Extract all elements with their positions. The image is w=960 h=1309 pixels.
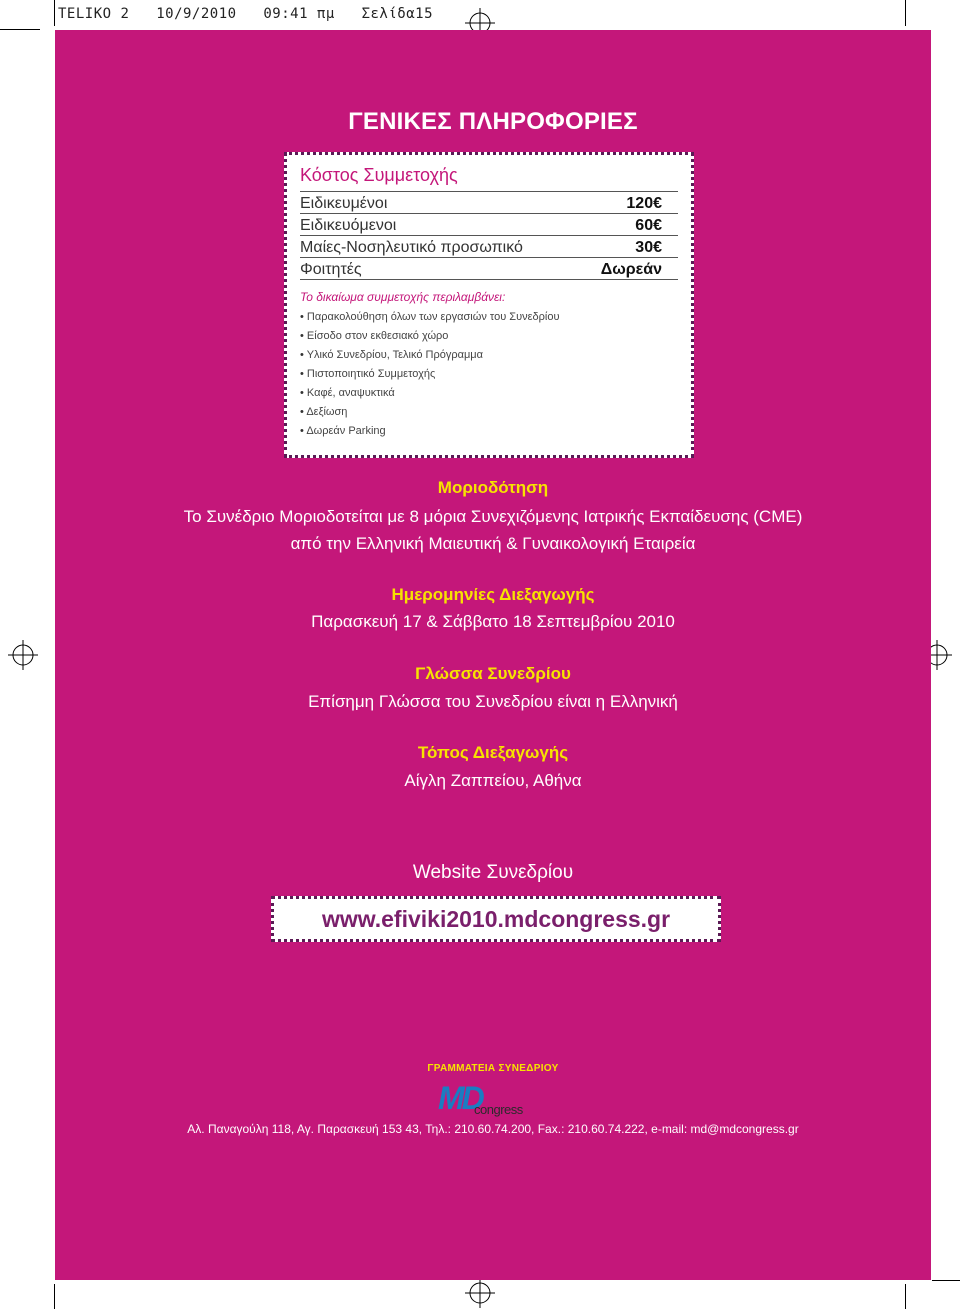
list-item: • Υλικό Συνεδρίου, Τελικό Πρόγραμμα (300, 346, 678, 365)
website-url-link[interactable]: www.efiviki2010.mdcongress.gr (271, 896, 721, 942)
fee-label: Μαίες-Νοσηλευτικό προσωπικό (300, 239, 523, 256)
participation-fee-box (284, 152, 694, 458)
fee-row (300, 214, 678, 236)
accreditation-heading: Μοριοδότηση (437, 478, 549, 497)
list-item: • Δεξίωση (300, 403, 678, 422)
dates-heading: Ημερομηνίες Διεξαγωγής (391, 585, 595, 604)
magenta-page (55, 30, 931, 1280)
crop-mark-bottom-left-vertical (54, 1284, 55, 1309)
fee-label: Ειδικευόμενοι (300, 217, 397, 234)
mdcongress-logo (438, 1080, 538, 1120)
page-title: ΓΕΝΙΚΕΣ ΠΛΗΡΟΦΟΡΙΕΣ (348, 108, 638, 135)
fee-heading: Κόστος Συμμετοχής (300, 165, 678, 192)
venue-text: Αίγλη Ζαππείου, Αθήνα (404, 771, 582, 790)
dates-text: Παρασκευή 17 & Σάββατο 18 Σεπτεμβρίου 2010 (311, 612, 675, 631)
includes-list (300, 308, 678, 441)
registration-mark-bottom-icon (465, 1278, 495, 1308)
fee-value: 60€ (635, 217, 662, 234)
fee-row (300, 236, 678, 258)
accreditation-text-line2: από την Ελληνική Μαιευτική & Γυναικολογική Εταιρεία (290, 534, 696, 553)
crop-mark-bottom-right-vertical (905, 1284, 906, 1309)
fee-value: 30€ (635, 239, 662, 256)
list-item: • Είσοδο στον εκθεσιακό χώρο (300, 327, 678, 346)
fee-row (300, 192, 678, 214)
logo-md-text: MD (438, 1080, 482, 1116)
contact-info: Aλ. Παναγούλη 118, Αγ. Παρασκευή 153 43, Τηλ.: 210.60.74.200, Fax.: 210.60.74.222, e-mail: md@mdcongress.gr (187, 1122, 799, 1136)
includes-heading: Το δικαίωμα συμμετοχής περιλαμβάνει: (300, 290, 506, 304)
accreditation-text-line1: Το Συνέδριο Μοριοδοτείται με 8 μόρια Συνεχιζόμενης Ιατρικής Εκπαίδευσης (CME) (183, 507, 803, 526)
fee-value: Δωρεάν (600, 261, 662, 278)
list-item: • Παρακολούθηση όλων των εργασιών του Συνεδρίου (300, 308, 678, 327)
crop-mark-right-bottom-horizontal (932, 1280, 960, 1281)
website-heading: Website Συνεδρίου (412, 862, 574, 883)
fee-row (300, 258, 678, 280)
crop-mark-top-left-vertical (54, 0, 55, 26)
registration-mark-left-icon (8, 640, 38, 670)
print-slug: TELIKO 2 10/9/2010 09:41 πμ Σελίδα15 (58, 6, 434, 22)
fee-label: Φοιτητές (300, 261, 362, 278)
list-item: • Καφέ, αναψυκτικά (300, 384, 678, 403)
fee-label: Ειδικευμένοι (300, 195, 388, 212)
list-item: • Δωρεάν Parking (300, 422, 678, 441)
crop-mark-top-right-vertical (905, 0, 906, 26)
crop-mark-left-top-horizontal (0, 29, 40, 30)
language-heading: Γλώσσα Συνεδρίου (415, 664, 571, 683)
venue-heading: Τόπος Διεξαγωγής (417, 743, 569, 762)
logo-congress-text: congress (474, 1102, 523, 1117)
secretariat-label: ΓΡΑΜΜΑΤΕΙΑ ΣΥΝΕΔΡΙΟΥ (427, 1063, 559, 1074)
list-item: • Πιστοποιητικό Συμμετοχής (300, 365, 678, 384)
fee-value: 120€ (626, 195, 662, 212)
language-text: Επίσημη Γλώσσα του Συνεδρίου είναι η Ελληνική (308, 692, 678, 711)
